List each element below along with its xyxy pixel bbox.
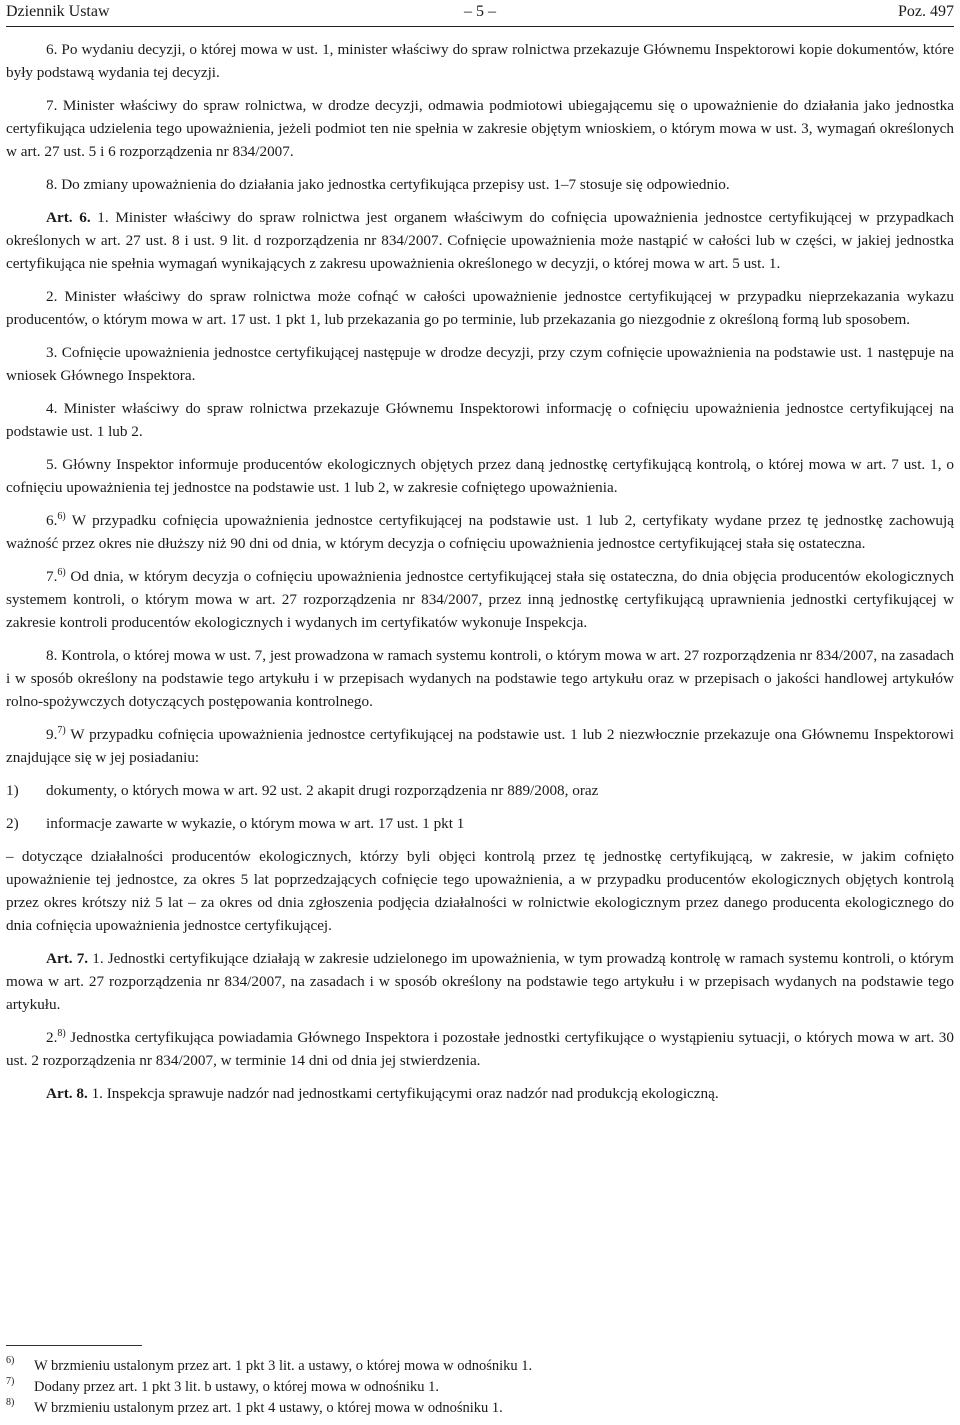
article-heading: Art. 8. (46, 1085, 88, 1102)
list-item-number: 2) (6, 815, 19, 832)
footnote-divider (6, 1345, 142, 1346)
paragraph: 2.$^{8)}$ Jednostka certyfikująca powiadamia Głównego Inspektora i pozostałe jednostki certyfikujące o wystąpieniu sytuacji, o których mowa w art. 30 ust. 2 rozporządzenia nr 834/2007, w terminie 14 dni od dnia jej stwierdzenia. (6, 1027, 954, 1069)
footnote-text: Dodany przez art. 1 pkt 3 lit. b ustawy, o której mowa w odnośniku 1. (34, 1379, 439, 1395)
paragraph: 7. Minister właściwy do spraw rolnictwa, w drodze decyzji, odmawia podmiotowi ubiegającemu się o upoważnienie do działania jako jednostka certyfikująca udzielenia tego upoważnienia, jeżeli podmiot ten nie spełnia w zakresie objętym wnioskiem, o którym mowa w ust. 3, wymagań określonych w art. 27 ust. 5 i 6 rozporządzenia nr 834/2007. (6, 97, 954, 160)
list-item: 1) dokumenty, o których mowa w art. 92 ust. 2 akapit drugi rozporządzenia nr 889/2008, oraz (6, 779, 954, 802)
footnote (6, 1356, 954, 1377)
position-number: Poz. 497 (898, 3, 954, 20)
article-heading: Art. 6. (46, 209, 91, 226)
footnote-ref: 6) (57, 566, 66, 578)
footnote-mark: 8) (6, 1397, 15, 1408)
footnote-ref: 8) (57, 1027, 66, 1039)
paragraph: 9.$^{7)}$ W przypadku cofnięcia upoważnienia jednostce certyfikującej na podstawie ust. 1 lub 2 niezwłocznie przekazuje ona Głównemu Inspektorowi znajdujące się w jej posiadaniu: (6, 724, 954, 766)
footnote (6, 1377, 954, 1398)
paragraph: 3. Cofnięcie upoważnienia jednostce certyfikującej następuje w drodze decyzji, przy czym cofnięcie upoważnienia na podstawie ust. 1 następuje na wniosek Głównego Inspektora. (6, 344, 954, 384)
page-header (6, 0, 954, 27)
paragraph: 5. Główny Inspektor informuje producentów ekologicznych objętych przez daną jednostkę certyfikującą kontrolą, o której mowa w art. 7 ust. 1, o cofnięciu upoważnienia tej jednostce na podstawie ust. 1 lub 2, w zakresie cofniętego upoważnienia. (6, 456, 954, 496)
paragraph: 6. Po wydaniu decyzji, o której mowa w ust. 1, minister właściwy do spraw rolnictwa przekazuje Głównemu Inspektorowi kopie dokumentów, które były podstawą wydania tej decyzji. (6, 41, 954, 81)
document-body (6, 38, 954, 1115)
paragraph: 2. Minister właściwy do spraw rolnictwa może cofnąć w całości upoważnienie jednostce certyfikującej w przypadku nieprzekazania wykazu producentów, o którym mowa w art. 17 ust. 1 pkt 1, lub przekazania go po terminie, lub przekazania go niezgodnie z określoną formą lub sposobem. (6, 288, 954, 328)
footnote (6, 1398, 954, 1419)
paragraph: 4. Minister właściwy do spraw rolnictwa przekazuje Głównemu Inspektorowi informację o cofnięciu upoważnienia jednostce certyfikującej na podstawie ust. 1 lub 2. (6, 400, 954, 440)
footnote-ref: 6) (57, 510, 66, 522)
footnote-mark: 7) (6, 1376, 15, 1387)
list-item-number: 1) (6, 782, 19, 799)
article-6: Art. 6. 1. Minister właściwy do spraw rolnictwa jest organem właściwym do cofnięcia upoważnienia jednostce certyfikującej w przypadkach określonych w art. 27 ust. 8 i ust. 9 lit. d rozporządzenia nr 834/2007. Cofnięcie upoważnienia może nastąpić w całości lub w części, w jakiej jednostka certyfikująca nie spełnia wymagań wynikających z zakresu upoważnienia określonego w decyzji, o której mowa w art. 5 ust. 1. (6, 209, 954, 272)
paragraph: 8. Kontrola, o której mowa w ust. 7, jest prowadzona w ramach systemu kontroli, o którym mowa w art. 27 rozporządzenia nr 834/2007, na zasadach i w sposób określony na podstawie tego artykułu i w przepisach wydanych na podstawie tego artykułu oraz w przepisach o jakości handlowej artykułów rolno-spożywczych dotyczących postępowania kontrolnego. (6, 647, 954, 710)
footnote-text: W brzmieniu ustalonym przez art. 1 pkt 3 lit. a ustawy, o której mowa w odnośniku 1. (34, 1358, 533, 1374)
list-item: 2) informacje zawarte w wykazie, o którym mowa w art. 17 ust. 1 pkt 1 (6, 812, 954, 835)
article-8: Art. 8. 1. Inspekcja sprawuje nadzór nad jednostkami certyfikującymi oraz nadzór nad produkcją ekologiczną. (46, 1085, 719, 1102)
paragraph: 7.$^{6)}$ Od dnia, w którym decyzja o cofnięciu upoważnienia jednostce certyfikującej stała się ostateczna, do dnia objęcia producentów ekologicznych systemem kontroli, o którym mowa w art. 27 rozporządzenia nr 834/2007, przez inną jednostkę certyfikującą uprawnienia jednostki certyfikującej w zakresie kontroli producentów ekologicznych i wydanych im certyfikatów wykonuje Inspekcja. (6, 566, 954, 631)
article-heading: Art. 7. (46, 950, 89, 967)
footnotes (6, 1356, 954, 1419)
article-7: Art. 7. 1. Jednostki certyfikujące działają w zakresie udzielonego im upoważnienia, w tym prowadzą kontrolę w ramach systemu kontroli, o którym mowa w art. 27 rozporządzenia nr 834/2007, na zasadach i w sposób określony na podstawie tego artykułu i w przepisach wydanych na podstawie tego artykułu. (6, 950, 954, 1013)
paragraph: 8. Do zmiany upoważnienia do działania jako jednostka certyfikująca przepisy ust. 1–7 stosuje się odpowiednio. (46, 176, 730, 193)
footnote-text: W brzmieniu ustalonym przez art. 1 pkt 4 ustawy, o której mowa w odnośniku 1. (34, 1400, 503, 1416)
closing-paragraph: – dotyczące działalności producentów ekologicznych, którzy byli objęci kontrolą przez tę jednostkę certyfikującą, w zakresie, w jakim cofnięto upoważnienie tej jednostce, za okres 5 lat poprzedzających cofnięcie tego upoważnienia, a w przypadku producentów ekologicznych objętych kontrolą przez okres krótszy niż 5 lat – za okres od dnia zgłoszenia podjęcia działalności w rolnictwie ekologicznym przez danego producenta ekologicznego do dnia cofnięcia upoważnienia jednostce certyfikującej. (6, 848, 954, 934)
page-number: – 5 – (464, 3, 496, 20)
paragraph: 6.$^{6)}$ W przypadku cofnięcia upoważnienia jednostce certyfikującej na podstawie ust. 1 lub 2, certyfikaty wydane przez tę jednostkę zachowują ważność przez okres nie dłuższy niż 90 dni od dnia, w którym decyzja o cofnięciu upoważnienia jednostce certyfikującej stała się ostateczna. (6, 510, 954, 552)
journal-title: Dziennik Ustaw (6, 3, 110, 20)
footnote-mark: 6) (6, 1355, 15, 1366)
footnote-ref: 7) (57, 724, 66, 736)
